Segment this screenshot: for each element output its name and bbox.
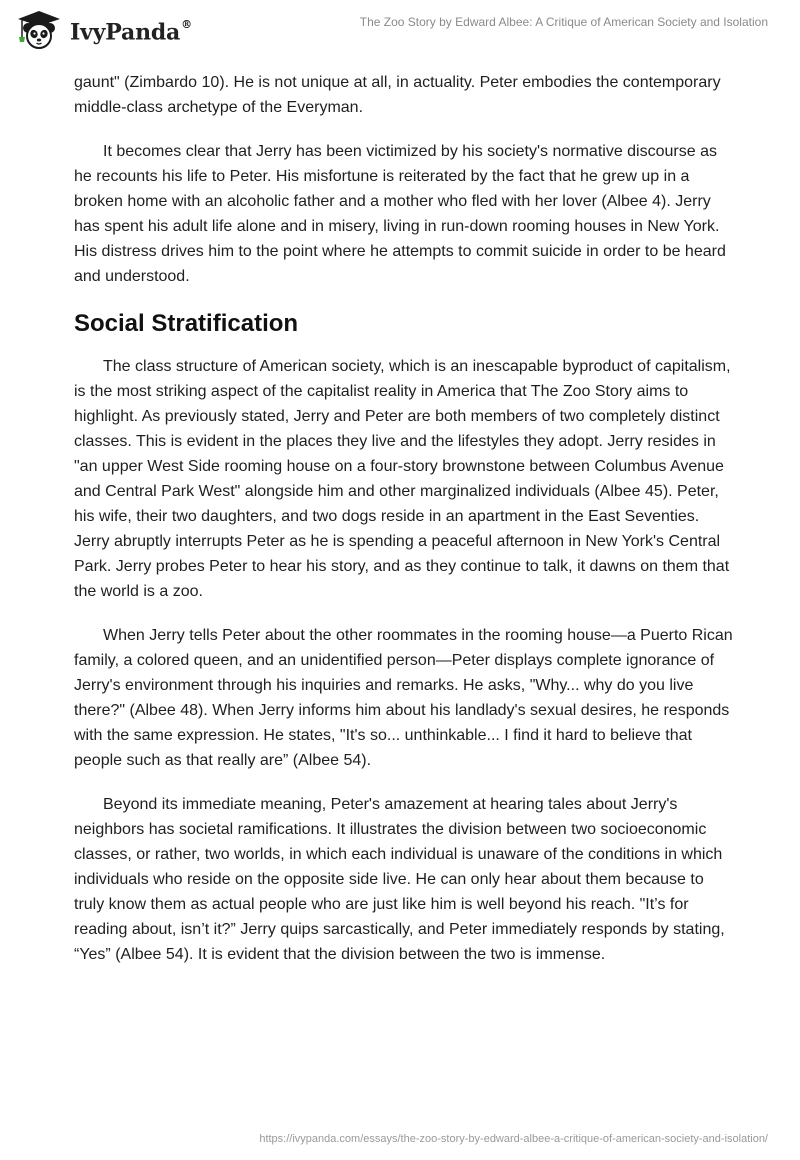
page-header bbox=[0, 0, 800, 56]
paragraph: Beyond its immediate meaning, Peter's amazement at hearing tales about Jerry's neighbors has societal ramifications. It illustrates the division between two socioeconomic classes, or rather, two worlds, in which each individual is unaware of the conditions in which individuals who reside on the opposite side live. He can only hear about them because to truly know them as actual people who are just like him is well beyond his reach. "It’s for reading about, isn’t it?” Jerry quips sarcastically, and Peter immediately responds by stating, “Yes” (Albee 54). It is evident that the division between the two is immense. bbox=[74, 796, 725, 963]
paragraph: It becomes clear that Jerry has been victimized by his society's normative discourse as he recounts his life to Peter. His misfortune is reiterated by the fact that he grew up in a broken home with an alcoholic father and a mother who fled with her lover (Albee 4). Jerry has spent his adult life alone and in misery, living in run-down rooming houses in New York. His distress drives him to the point where he attempts to commit suicide in order to be heard and understood. bbox=[74, 143, 726, 285]
essay-content bbox=[74, 70, 734, 986]
ivypanda-logo[interactable] bbox=[14, 10, 192, 50]
source-url[interactable]: https://ivypanda.com/essays/the-zoo-story-by-edward-albee-a-critique-of-american-society-and-isolation/ bbox=[259, 1133, 768, 1145]
logo-name: IvyPanda bbox=[70, 19, 181, 46]
logo-wordmark bbox=[70, 8, 192, 52]
paragraph: The class structure of American society, which is an inescapable byproduct of capitalism, is the most striking aspect of the capitalist reality in America that The Zoo Story aims to highlight. As previously stated, Jerry and Peter are both members of two completely distinct classes. This is evident in the places they live and the lifestyles they adopt. Jerry resides in "an upper West Side rooming house on a four-story brownstone between Columbus Avenue and Central Park West" alongside him and other marginalized individuals (Albee 45). Peter, his wife, their two daughters, and two dogs reside in an apartment in the East Seventies. Jerry abruptly interrupts Peter as he is spending a peaceful afternoon in New York's Central Park. Jerry probes Peter to hear his story, and as they continue to talk, it dawns on them that the world is a zoo. bbox=[74, 358, 731, 600]
paragraph: When Jerry tells Peter about the other roommates in the rooming house—a Puerto Rican family, a colored queen, and an unidentified person—Peter displays complete ignorance of Jerry's environment through his inquiries and remarks. He asks, "Why... why do you live there?" (Albee 48). When Jerry informs him about his landlady's sexual desires, he responds with the same expression. He states, "It's so... unthinkable... I find it hard to believe that people such as that really are” (Albee 54). bbox=[74, 627, 733, 769]
document-title: The Zoo Story by Edward Albee: A Critique of American Society and Isolation bbox=[359, 15, 768, 29]
registered-mark: ® bbox=[181, 17, 192, 31]
panda-graduate-icon bbox=[14, 10, 64, 50]
paragraph: gaunt" (Zimbardo 10). He is not unique at all, in actuality. Peter embodies the contemporary middle-class archetype of the Everyman. bbox=[74, 74, 721, 116]
section-heading: Social Stratification bbox=[74, 310, 299, 337]
